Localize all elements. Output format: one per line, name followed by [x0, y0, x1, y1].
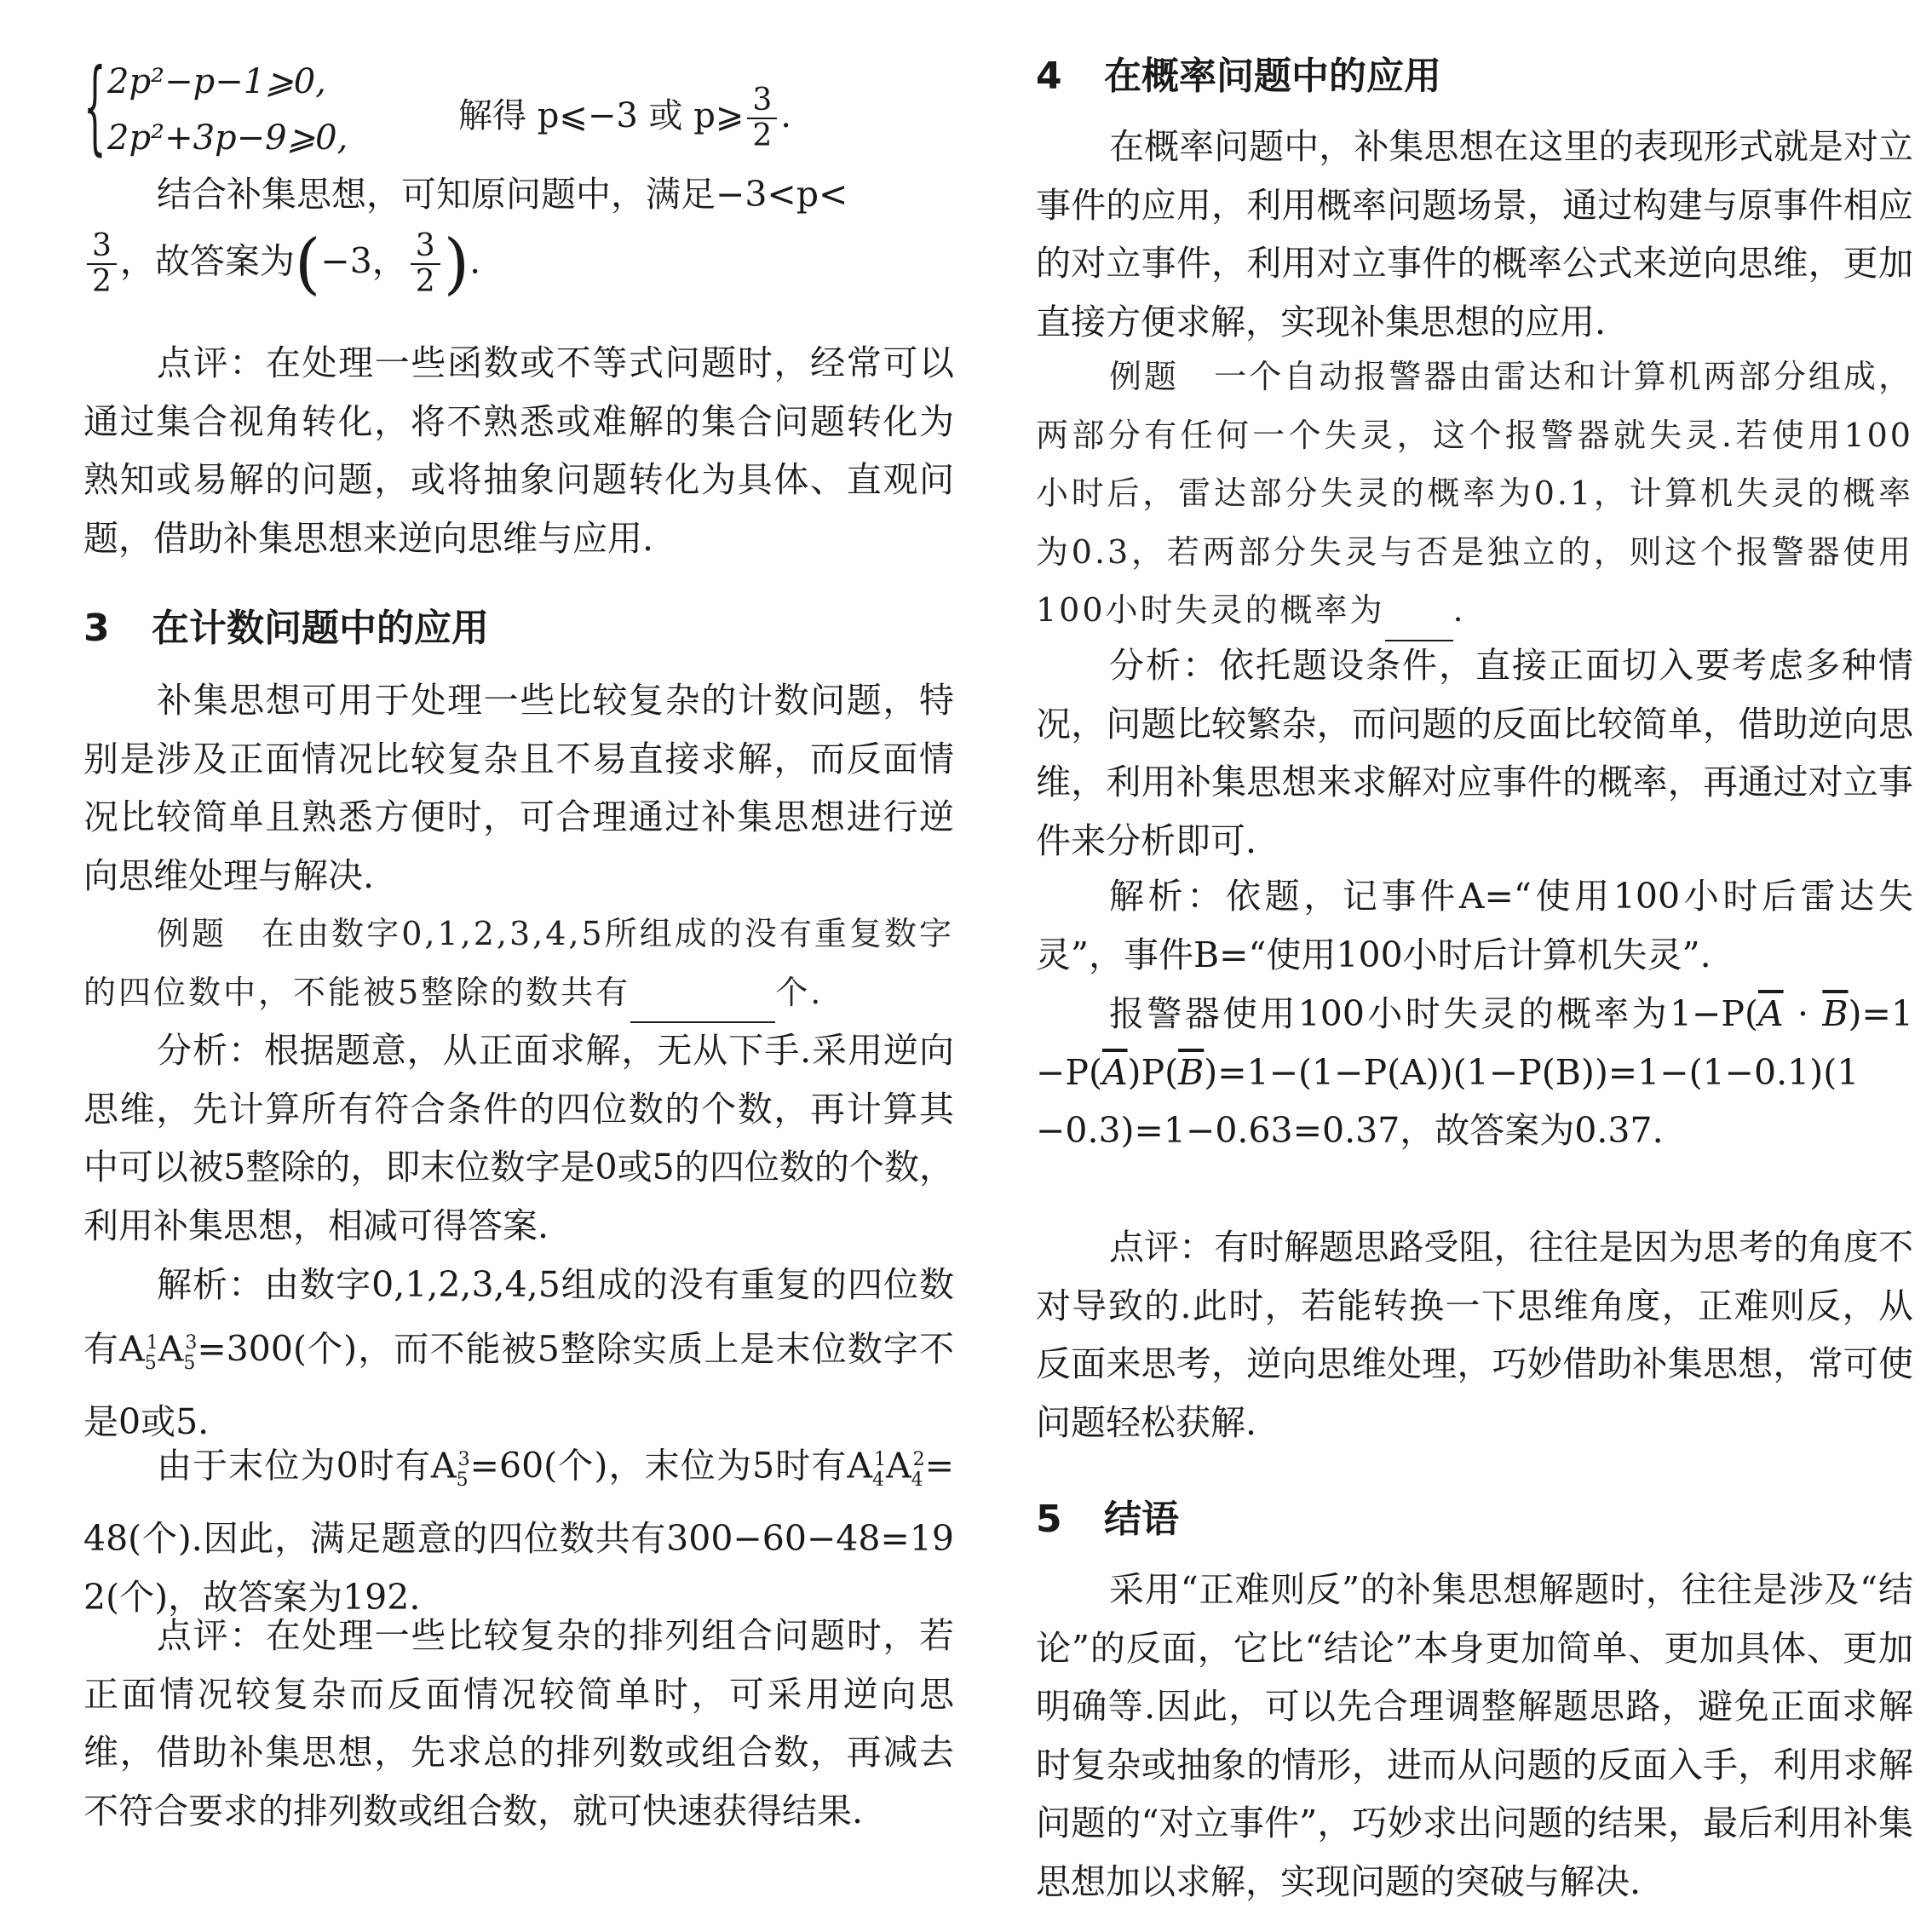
section-3-heading — [83, 603, 954, 654]
section-3-analysis — [83, 1021, 954, 1255]
section-3-solution — [83, 1256, 954, 1451]
solution-text-2: 由于末位为0时有$A_5^3=60$(个)，末位为5时有$A_4^1A_4^2=48$(个).因此，满足题意的四位数共有300−60−48=192(个)，故答案为192. — [83, 1445, 954, 1618]
system-row-2: 2p²+3p−9⩾0, — [107, 118, 348, 158]
intro-text: 在概率问题中，补集思想在这里的表现形式就是对立事件的应用，利用概率问题场景，通过构建与原事件相应的对立事件，利用对立事件的概率公式来逆向思维，更加直接方便求解，实现补集思想的应用. — [1036, 126, 1913, 342]
system-row-1: 2p²−p−1⩾0, — [107, 62, 326, 101]
fraction: $\frac{3}{2}$ — [747, 83, 777, 153]
section-4-analysis — [1036, 636, 1913, 870]
complement-b: $\overline{B}$ — [1822, 993, 1849, 1034]
review-text: 点评：有时解题思路受阻，往往是因为思考的角度不对导致的.此时，若能转换一下思维角度，正难则反，从反面来思考，逆向思维处理，巧妙借助补集思想，常可使问题轻松获解. — [1036, 1227, 1913, 1443]
section-4-intro — [1036, 118, 1913, 351]
left-brace: { — [83, 48, 106, 166]
section-4-solution — [1036, 867, 1913, 984]
section-title: 在计数问题中的应用 — [152, 607, 489, 650]
intro-text: 补集思想可用于处理一些比较复杂的计数问题，特别是涉及正面情况比较复杂且不易直接求解，而反面情况比较简单且熟悉方便时，可合理通过补集思想进行逆向思维处理与解决. — [83, 680, 954, 896]
analysis-text: 分析：依托题设条件，直接正面切入要考虑多种情况，问题比较繁杂，而问题的反面比较简单，借助逆向思维，利用补集思想来求解对应事件的概率，再通过对立事件来分析即可. — [1036, 645, 1913, 861]
example-text: 例题 在由数字0,1,2,3,4,5所组成的没有重复数字的四位数中，不能被5整除的数共有 个. — [83, 905, 954, 1023]
fraction: $\frac{3}{2}$ — [87, 229, 117, 299]
section-number: 4 — [1036, 55, 1062, 98]
answer-prefix: ，故答案为 — [119, 240, 295, 281]
section-4-heading — [1036, 51, 1913, 102]
conclusion-text: 采用“正难则反”的补集思想解题时，往往是涉及“结论”的反面，它比“结论”本身更加简单、更加具体、更加明确等.因此，可以先合理调整解题思路，避免正面求解时复杂或抽象的情形，进而从问题的反面入手，利用求解问题的“对立事件”，巧妙求出问题的结果，最后利用补集思想加以求解，实现问题的突破与解决. — [1036, 1569, 1913, 1902]
section-number: 3 — [83, 607, 110, 650]
section-number: 5 — [1036, 1498, 1062, 1541]
section-title: 在概率问题中的应用 — [1104, 55, 1441, 98]
system-result: 解得 p⩽−3 或 p⩾ $\frac{3}{2}$ . — [458, 83, 791, 153]
conclusion — [1036, 1561, 1913, 1911]
conclusion-paragraph — [83, 165, 954, 302]
interval-left: −3， — [320, 240, 407, 281]
analysis-text: 分析：根据题意，从正面求解，无从下手.采用逆向思维，先计算所有符合条件的四位数的个数，再计算其中可以被5整除的，即末位数字是0或5的四位数的个数，利用补集思想，相减可得答案. — [83, 1030, 954, 1246]
section-4-example — [1036, 348, 1913, 641]
section-title: 结语 — [1104, 1498, 1179, 1541]
review-text: 点评：在处理一些比较复杂的排列组合问题时，若正面情况较复杂而反面情况较简单时，可采用逆向思维，借助补集思想，先求总的排列数或组合数，再减去不符合要求的排列数或组合数，就可快速获得结果. — [83, 1615, 954, 1831]
section-3-solution-2 — [83, 1431, 954, 1626]
complement-a: $\overline{A}$ — [1758, 993, 1784, 1034]
paragraph-line: 结合补集思想，可知原问题中，满足−3<p< — [157, 174, 848, 215]
section-3-intro — [83, 671, 954, 905]
section-3-example — [83, 905, 954, 1023]
fraction: $\frac{3}{2}$ — [411, 229, 440, 299]
example-text: 例题 一个自动报警器由雷达和计算机两部分组成，两部分有任何一个失灵，这个报警器就失灵.若使用100小时后，雷达部分失灵的概率为0.1，计算机失灵的概率为0.3，若两部分失灵与否是独立的，则这个报警器使用100小时失灵的概率为 . — [1036, 348, 1913, 641]
review-1 — [83, 334, 954, 567]
calculation-text: 报警器使用100小时失灵的概率为$1-P(\overline{A} \cdot \overline{B})=1-P(\overline{A})P(\overline{B})=1-(1-P(A))(1-P(B))=1-(1-0.1)(1-0.3)=1-0.63=0.37$，故答案为0.37. — [1036, 993, 1913, 1151]
section-5-heading — [1036, 1494, 1913, 1545]
answer-line: $\frac{3}{2}$ ，故答案为(−3， $\frac{3}{2}$ ). — [83, 229, 954, 299]
answer-blank — [1385, 581, 1453, 641]
answer-blank — [630, 963, 775, 1024]
system-result-text: 解得 p⩽−3 或 p⩾ — [458, 96, 745, 135]
section-4-calculation — [1036, 985, 1913, 1160]
solution-text: 解析：依题，记事件A=“使用100小时后雷达失灵”，事件B=“使用100小时后计算机失灵”. — [1036, 876, 1913, 975]
review-4 — [1036, 1218, 1913, 1452]
review-3 — [83, 1607, 954, 1840]
review-text: 点评：在处理一些函数或不等式问题时，经常可以通过集合视角转化，将不熟悉或难解的集合问题转化为熟知或易解的问题，或将抽象问题转化为具体、直观问题，借助补集思想来逆向思维与应用. — [83, 342, 954, 559]
solution-text: 解析：由数字0,1,2,3,4,5组成的没有重复的四位数有$A_5^1A_5^3=300$(个)，而不能被5整除实质上是末位数字不是0或5. — [83, 1264, 955, 1442]
